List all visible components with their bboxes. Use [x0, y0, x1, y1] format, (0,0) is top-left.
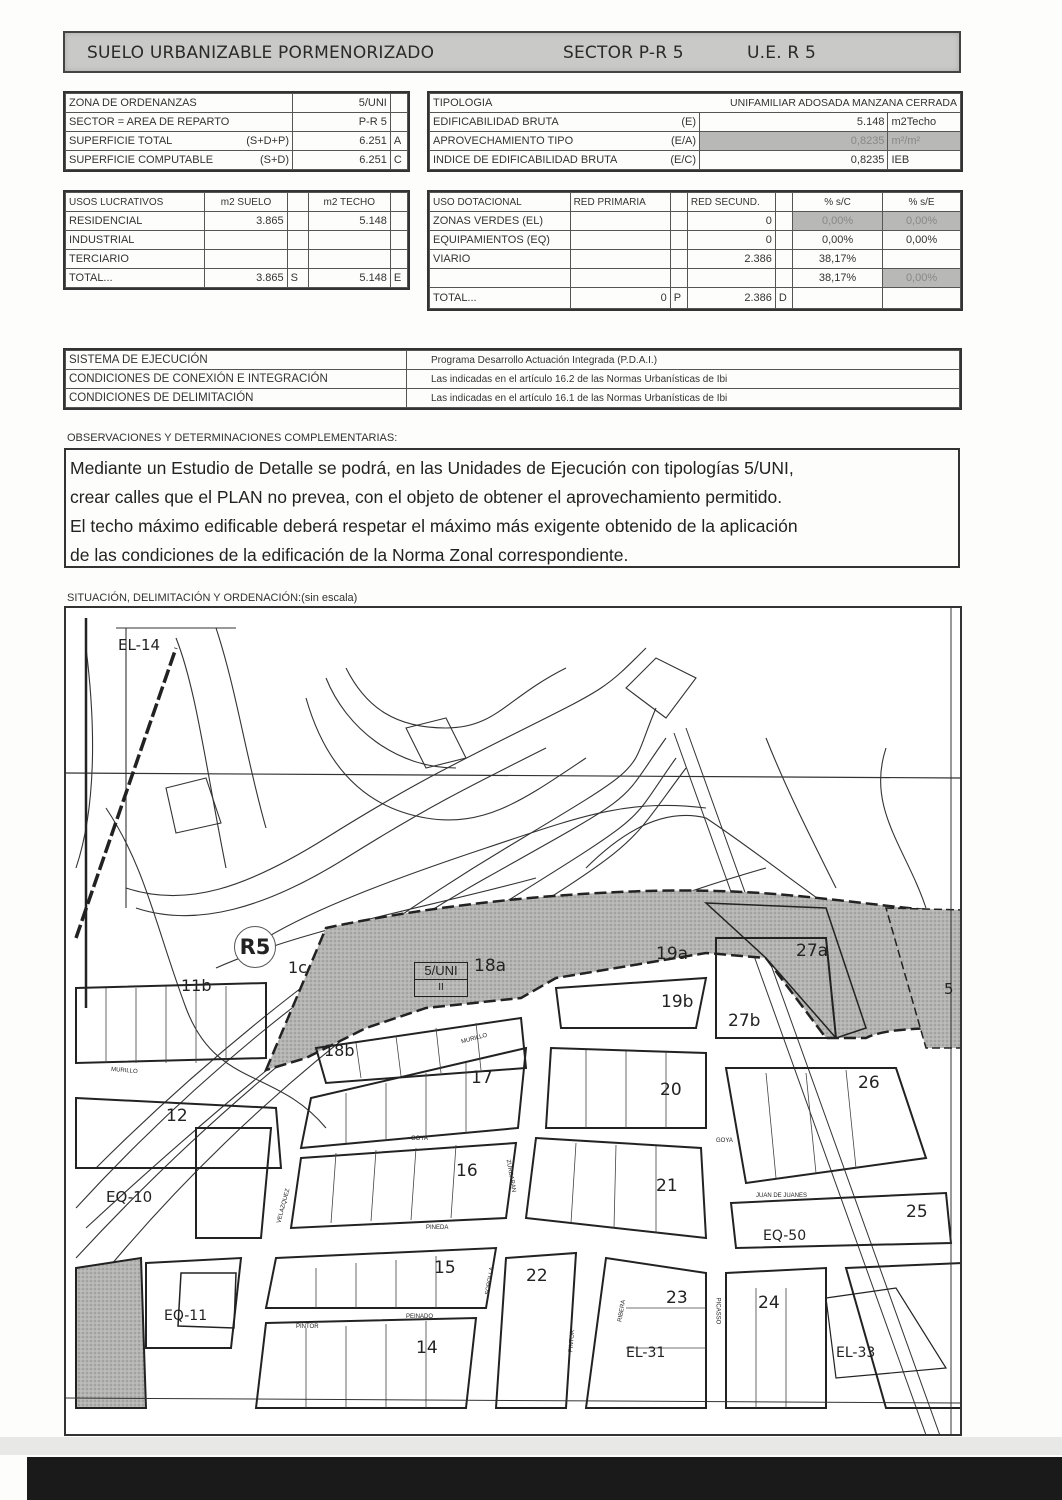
cell-suelo: [205, 250, 287, 269]
observation-line: de las condiciones de la edificación de la Norma Zonal correspondiente.: [70, 545, 629, 565]
cell-code: E: [390, 269, 407, 288]
cell-value: 5/UNI: [292, 94, 390, 113]
header-cell: RED PRIMARIA: [570, 193, 670, 212]
cell-pct-c: 38,17%: [793, 269, 883, 288]
cell-secund: 2.386: [687, 288, 775, 309]
header-cell: % s/E: [883, 193, 961, 212]
street-label: ZURBARAN: [504, 1159, 517, 1193]
condition-label: CONDICIONES DE CONEXIÓN E INTEGRACIÓN: [66, 370, 407, 389]
table-row: [430, 151, 961, 170]
block-label: 15: [434, 1258, 456, 1278]
cell-value: 0,8235: [700, 132, 888, 151]
cell-label-wrap: [66, 132, 293, 151]
sector-badge: R5: [234, 926, 276, 968]
cell-suelo: [205, 231, 287, 250]
cell-pct-e: [883, 250, 961, 269]
cell-label-wrap: [66, 151, 293, 170]
cell-primaria: [570, 212, 670, 231]
block-label: 12: [166, 1106, 188, 1126]
header-cell: RED SECUND.: [687, 193, 775, 212]
cell-sub: (S+D): [259, 154, 289, 166]
cell-pct-e: 0,00%: [883, 269, 961, 288]
cell-label: INDUSTRIAL: [66, 231, 205, 250]
block-label: 14: [416, 1338, 438, 1358]
table-row: [66, 370, 960, 389]
cell-value: 6.251: [292, 151, 390, 170]
header-cell: USOS LUCRATIVOS: [66, 193, 205, 212]
document-title: SUELO URBANIZABLE PORMENORIZADO: [87, 43, 435, 63]
table-row: [430, 269, 961, 288]
condition-label: SISTEMA DE EJECUCIÓN: [66, 351, 407, 370]
cell-code: [287, 231, 308, 250]
observations-box: [64, 448, 960, 568]
cell-code: D: [775, 288, 792, 309]
block-label: 11b: [181, 976, 212, 995]
street-label: PINEDA: [426, 1225, 449, 1231]
cell-sub: (S+D+P): [246, 135, 289, 147]
tipologia-table: [429, 93, 961, 170]
cell-code: [390, 231, 407, 250]
cell-unit: IEB: [888, 151, 961, 170]
condition-value: Las indicadas en el artículo 16.1 de las Normas Urbanísticas de Ibi: [407, 389, 960, 408]
cell-primaria: [570, 269, 670, 288]
cell-label: SUPERFICIE TOTAL: [69, 135, 173, 147]
observation-line: crear calles que el PLAN no prevea, con el objeto de obtener el aprovechamiento permitido.: [70, 487, 783, 507]
cell-code: (E/A): [658, 132, 700, 151]
table-row: [66, 113, 408, 132]
header-spacer: [287, 193, 308, 212]
header-cell: USO DOTACIONAL: [430, 193, 571, 212]
block-label: 19a: [656, 944, 689, 964]
table-row: [430, 212, 961, 231]
block-label: 27a: [796, 941, 829, 961]
cell-unit: m²/m²: [888, 132, 961, 151]
street-label: VELAZQUEZ: [276, 1187, 292, 1225]
cell-label: TERCIARIO: [66, 250, 205, 269]
cell-pct-e: 0,00%: [883, 212, 961, 231]
cell-label: SECTOR = AREA DE REPARTO: [66, 113, 293, 132]
cell-code: P: [670, 288, 687, 309]
cell-code: [390, 212, 407, 231]
cell-label: ZONA DE ORDENANZAS: [66, 94, 293, 113]
cell-code: (E/C): [658, 151, 700, 170]
table-row: [66, 94, 408, 113]
cell-label: EQUIPAMIENTOS (EQ): [430, 231, 571, 250]
cell-code: [390, 250, 407, 269]
condition-value: Las indicadas en el artículo 16.2 de las Normas Urbanísticas de Ibi: [407, 370, 960, 389]
table-row: [430, 94, 961, 113]
cell-code: [775, 250, 792, 269]
zone-table: [65, 93, 408, 170]
block-label: 26: [858, 1073, 880, 1093]
table-row: [430, 231, 961, 250]
table-row: [66, 132, 408, 151]
block-label: 17: [471, 1068, 493, 1088]
condition-value: Programa Desarrollo Actuación Integrada (P.D.A.I.): [407, 351, 960, 370]
cell-label: APROVECHAMIENTO TIPO: [430, 132, 658, 151]
table-row: [66, 269, 408, 288]
table-row: [66, 250, 408, 269]
street-label: JUAN DE JUANES: [756, 1193, 808, 1199]
cell-techo: [308, 231, 390, 250]
observation-line: Mediante un Estudio de Detalle se podrá, en las Unidades de Ejecución con tipologías 5/UNI,: [70, 458, 794, 478]
header-cell: m2 TECHO: [308, 193, 390, 212]
block-label: EL-33: [836, 1345, 876, 1361]
cell-secund: 2.386: [687, 250, 775, 269]
usos-lucrativos-table: [65, 192, 408, 288]
header-cell: % s/C: [793, 193, 883, 212]
block-label: 24: [758, 1293, 780, 1313]
cell-primaria: [570, 250, 670, 269]
street-label: GOYA: [411, 1136, 428, 1142]
observation-line: El techo máximo edificable deberá respetar el máximo más exigente obtenido de la aplicación: [70, 516, 798, 536]
table-row: [66, 351, 960, 370]
cell-code: (E): [658, 113, 700, 132]
street-label: SOROLLA: [484, 1266, 496, 1296]
block-label: 21: [656, 1176, 678, 1196]
table-row: [430, 113, 961, 132]
cell-code: [775, 231, 792, 250]
cell-pct-c: 0,00%: [793, 231, 883, 250]
cell-secund: 0: [687, 231, 775, 250]
cell-label: VIARIO: [430, 250, 571, 269]
cell-code: A: [390, 132, 407, 151]
cell-suelo: 3.865: [205, 269, 287, 288]
block-label: 19b: [661, 992, 694, 1012]
header-cell: m2 SUELO: [205, 193, 287, 212]
table-header-row: [66, 193, 408, 212]
street-label: PICASSO: [714, 1297, 721, 1325]
cell-value: 6.251: [292, 132, 390, 151]
cell-techo: [308, 250, 390, 269]
scanned-page-edge: [27, 1457, 1062, 1500]
block-label: 1c: [288, 958, 307, 977]
block-label: 16: [456, 1161, 478, 1181]
cell-pct-e: [883, 288, 961, 309]
street-label: PINTOR: [568, 1329, 577, 1353]
table-row: [66, 151, 408, 170]
cell-code: C: [390, 151, 407, 170]
block-label: 27b: [728, 1011, 761, 1031]
site-plan-map: [64, 606, 962, 1436]
table-row: [430, 288, 961, 309]
table-header-row: [430, 193, 961, 212]
street-label: MURILLO: [460, 1032, 488, 1046]
cell-secund: 0: [687, 212, 775, 231]
header-spacer: [390, 193, 407, 212]
block-label: 23: [666, 1288, 688, 1308]
zone-tag-height: II: [438, 982, 444, 993]
block-label: 5: [944, 980, 954, 998]
cell-code: [390, 113, 407, 132]
uso-dotacional-table: [429, 192, 961, 309]
cell-code: S: [287, 269, 308, 288]
cell-value: P-R 5: [292, 113, 390, 132]
cell-pct-c: 0,00%: [793, 212, 883, 231]
block-label: 20: [660, 1080, 682, 1100]
cell-label: [430, 269, 571, 288]
cell-value: 5.148: [700, 113, 888, 132]
cell-primaria: 0: [570, 288, 670, 309]
sector-code: SECTOR P-R 5: [563, 43, 684, 63]
block-label: 25: [906, 1202, 928, 1222]
title-banner: [63, 31, 961, 73]
street-label: RIBERA: [617, 1299, 628, 1323]
cell-label: RESIDENCIAL: [66, 212, 205, 231]
block-label: EQ-11: [164, 1308, 208, 1324]
block-label: EL-31: [626, 1345, 666, 1361]
street-label: MURILLO: [110, 1066, 138, 1076]
plot-divisions: [106, 986, 856, 1408]
block-label: EQ-50: [763, 1228, 807, 1244]
cell-suelo: 3.865: [205, 212, 287, 231]
zone-tag-code: 5/UNI: [415, 963, 467, 980]
street-label: PEINADO: [406, 1314, 434, 1320]
table-row: [66, 231, 408, 250]
conditions-table: [65, 350, 960, 408]
cell-value: 0,8235: [700, 151, 888, 170]
street-label: GOYA: [716, 1138, 733, 1144]
page-gutter: [0, 1437, 1062, 1455]
block-label: EQ-10: [106, 1188, 153, 1206]
block-label: EL-14: [118, 636, 161, 654]
cell-label: TOTAL...: [430, 288, 571, 309]
observations-label: OBSERVACIONES Y DETERMINACIONES COMPLEMENTARIAS:: [67, 432, 398, 444]
zone-tag: [414, 962, 468, 997]
cell-label: INDICE DE EDIFICABILIDAD BRUTA: [430, 151, 658, 170]
cell-pct-c: 38,17%: [793, 250, 883, 269]
cell-label: SUPERFICIE COMPUTABLE: [69, 154, 214, 166]
cell-code: [670, 250, 687, 269]
cell-code: [670, 269, 687, 288]
map-label: SITUACIÓN, DELIMITACIÓN Y ORDENACIÓN:(sin escala): [67, 592, 358, 604]
table-row: [66, 212, 408, 231]
cell-techo: 5.148: [308, 269, 390, 288]
cell-code: [670, 212, 687, 231]
cell-label: TOTAL...: [66, 269, 205, 288]
table-row: [66, 389, 960, 408]
block-label: 18b: [324, 1041, 355, 1060]
cell-pct-c: [793, 288, 883, 309]
cell-pct-e: 0,00%: [883, 231, 961, 250]
header-spacer: [670, 193, 687, 212]
cell-label: TIPOLOGIA: [430, 94, 700, 113]
header-spacer: [775, 193, 792, 212]
cell-code: [390, 94, 407, 113]
execution-unit: U.E. R 5: [747, 43, 817, 63]
condition-label: CONDICIONES DE DELIMITACIÓN: [66, 389, 407, 408]
cell-secund: [687, 269, 775, 288]
table-row: [430, 250, 961, 269]
tipologia-value: UNIFAMILIAR ADOSADA MANZANA CERRADA: [700, 94, 961, 113]
sector-r5-area: [266, 890, 962, 1070]
cell-code: [287, 212, 308, 231]
street-label: PINTOR: [296, 1324, 319, 1330]
cell-code: [287, 250, 308, 269]
cell-code: [670, 231, 687, 250]
cell-code: [775, 212, 792, 231]
cell-primaria: [570, 231, 670, 250]
cell-label: EDIFICABILIDAD BRUTA: [430, 113, 658, 132]
block-label: 22: [526, 1266, 548, 1286]
cell-techo: 5.148: [308, 212, 390, 231]
block-label: 18a: [474, 956, 507, 976]
cell-unit: m2Techo: [888, 113, 961, 132]
cell-label: ZONAS VERDES (EL): [430, 212, 571, 231]
table-row: [430, 132, 961, 151]
cell-code: [775, 269, 792, 288]
